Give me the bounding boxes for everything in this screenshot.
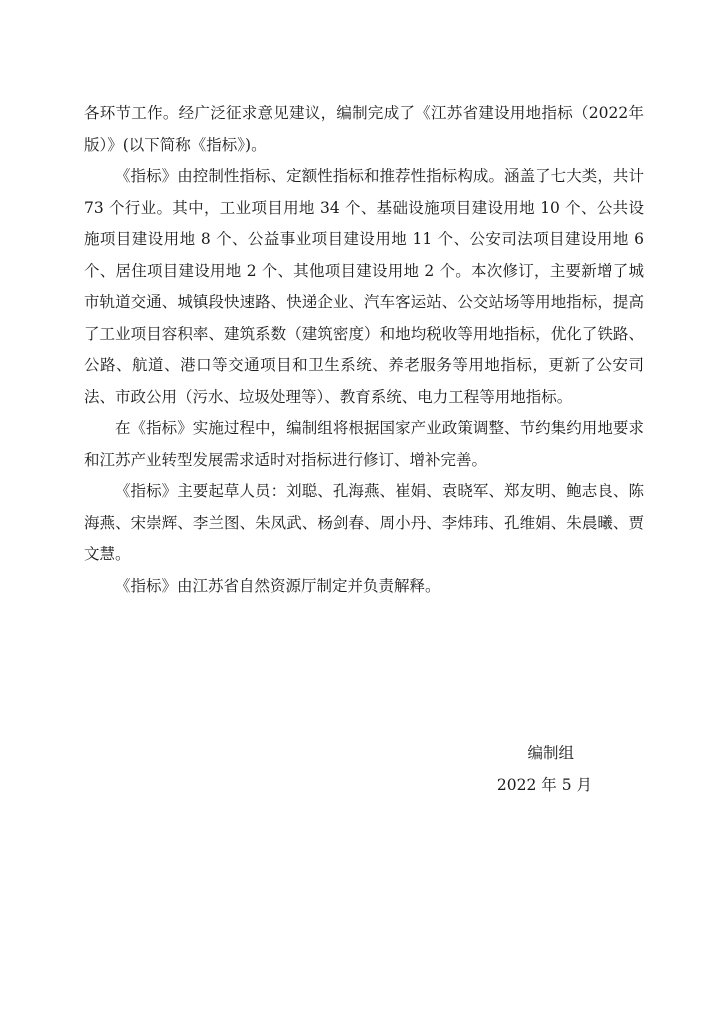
signature-org: 编制组: [527, 744, 574, 762]
signature-date: 2022 年 5 月: [496, 775, 592, 794]
signature-block: [497, 738, 592, 801]
paragraph-continuation: 各环节工作。经广泛征求意见建议，编制完成了《江苏省建设用地指标（2022年版）》(以下简称《指标》)。: [84, 104, 644, 154]
paragraph-implementation: 在《指标》实施过程中，编制组将根据国家产业政策调整、节约集约用地要求和江苏产业转型发展需求适时对指标进行修订、增补完善。: [84, 419, 644, 469]
body-text: [84, 98, 644, 602]
paragraph-interpretation: 《指标》由江苏省自然资源厅制定并负责解释。: [115, 576, 441, 595]
paragraph-drafters: 《指标》主要起草人员：刘聪、孔海燕、崔娟、袁晓军、郑友明、鲍志良、陈海燕、宋崇辉、李兰图、朱凤武、杨剑春、周小丹、李炜玮、孔维娟、朱晨曦、贾文慧。: [84, 482, 644, 563]
paragraph-composition: 《指标》由控制性指标、定额性指标和推荐性指标构成。涵盖了七大类，共计 73 个行业。其中，工业项目用地 34 个、基础设施项目建设用地 10 个、公共设施项目建设用地 8 个、公益事业项目建设用地 11 个、公安司法项目建设用地 6 个、居住项目建设用地 2 个、其他项目建设用地 2 个。本次修订，主要新增了城市轨道交通、城镇段快速路、快递企业、汽车客运站、公交站场等用地指标，提高了工业项目容积率、建筑系数（建筑密度）和地均税收等用地指标，优化了铁路、公路、航道、港口等交通项目和卫生系统、养老服务等用地指标，更新了公安司法、市政公用（污水、垃圾处理等）、教育系统、电力工程等用地指标。: [84, 167, 644, 406]
